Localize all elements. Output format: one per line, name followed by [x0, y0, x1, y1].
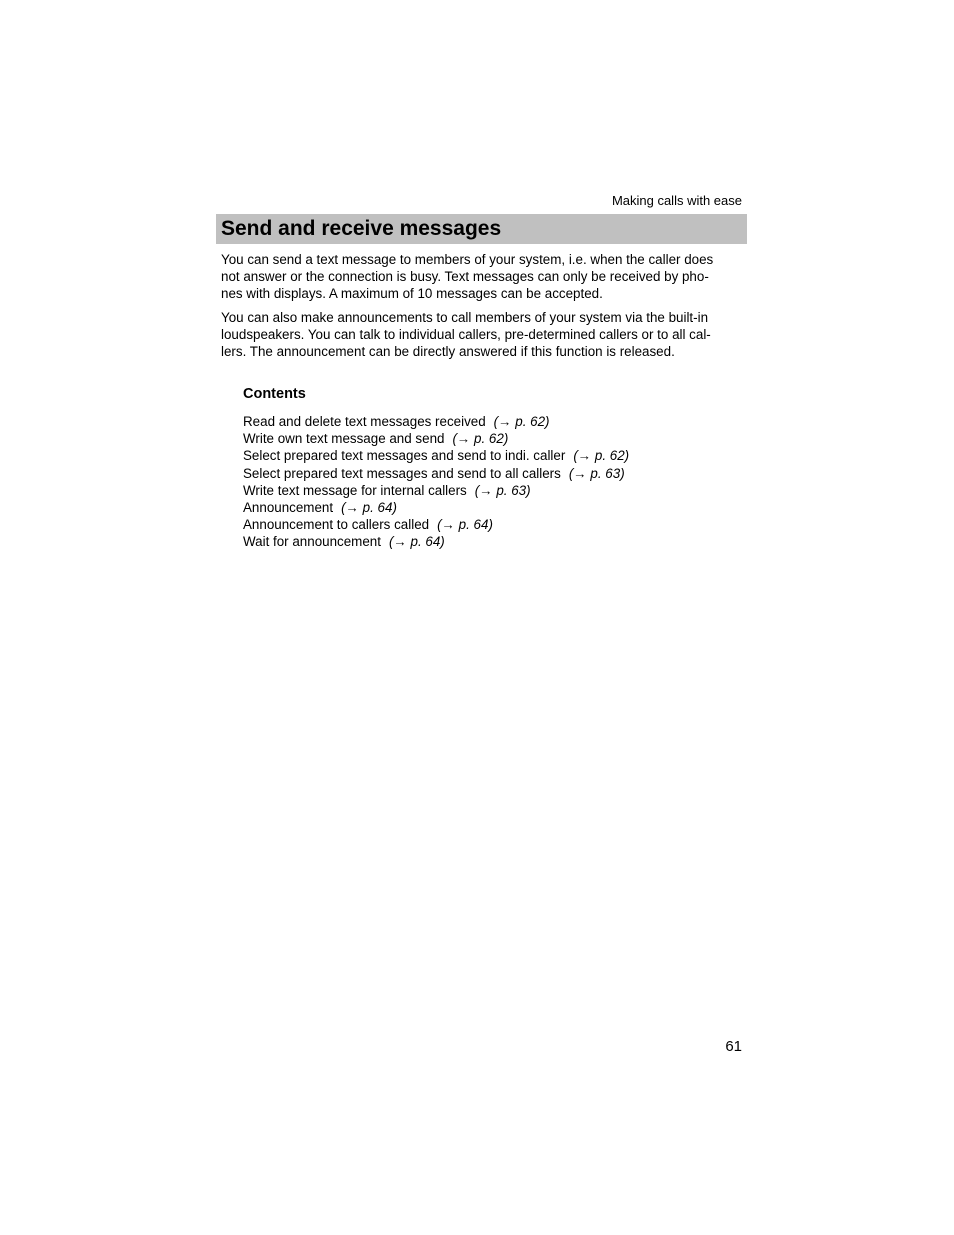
page-reference-link[interactable]: (→ p. 64): [388, 534, 445, 550]
contents-section: [243, 385, 629, 551]
contents-list: [243, 413, 629, 551]
paragraph-line: not answer or the connection is busy. Text messages can only be received by pho-: [221, 269, 709, 285]
contents-item-label: Write own text message and send: [243, 431, 445, 447]
page-title: Send and receive messages: [221, 217, 502, 240]
contents-item-label: Read and delete text messages received: [243, 414, 486, 429]
page-reference-link[interactable]: (→ p. 62): [493, 414, 550, 429]
contents-item-label: Select prepared text messages and send to all callers: [243, 465, 561, 481]
contents-item[interactable]: [243, 533, 629, 550]
paragraph-line: lers. The announcement can be directly answered if this function is released.: [221, 344, 675, 360]
intro-paragraph-1: [221, 251, 741, 303]
contents-item[interactable]: [243, 413, 629, 430]
running-header: Making calls with ease: [611, 193, 742, 208]
contents-item[interactable]: [243, 499, 629, 516]
paragraph-line: loudspeakers. You can talk to individual callers, pre-determined callers or to all cal-: [221, 327, 711, 343]
contents-item-label: Wait for announcement: [243, 534, 381, 550]
page-reference-link[interactable]: (→ p. 64): [437, 517, 493, 533]
contents-item-label: Write text message for internal callers: [243, 482, 467, 498]
section-title-bar: [216, 214, 747, 244]
contents-item[interactable]: [243, 482, 629, 499]
page-reference-link[interactable]: (→ p. 64): [341, 500, 397, 516]
contents-item-label: Announcement to callers called: [243, 517, 430, 533]
page-reference-link[interactable]: (→ p. 62): [573, 448, 630, 464]
page-number: 61: [725, 1038, 742, 1055]
intro-paragraph-2: [221, 309, 741, 361]
contents-item[interactable]: [243, 447, 629, 464]
paragraph-line: You can also make announcements to call members of your system via the built-in: [221, 310, 709, 325]
contents-item-label: Select prepared text messages and send to indi. caller: [243, 448, 566, 464]
contents-item[interactable]: [243, 516, 629, 533]
contents-item[interactable]: [243, 465, 629, 482]
contents-item-label: Announcement: [243, 500, 334, 516]
page-reference-link[interactable]: (→ p. 63): [474, 482, 531, 498]
paragraph-line: You can send a text message to members of your system, i.e. when the caller does: [221, 252, 714, 267]
contents-heading: Contents: [243, 386, 306, 402]
page-reference-link[interactable]: (→ p. 62): [452, 431, 509, 447]
paragraph-line: nes with displays. A maximum of 10 messages can be accepted.: [221, 286, 603, 302]
page-reference-link[interactable]: (→ p. 63): [568, 465, 625, 481]
contents-item[interactable]: [243, 430, 629, 447]
